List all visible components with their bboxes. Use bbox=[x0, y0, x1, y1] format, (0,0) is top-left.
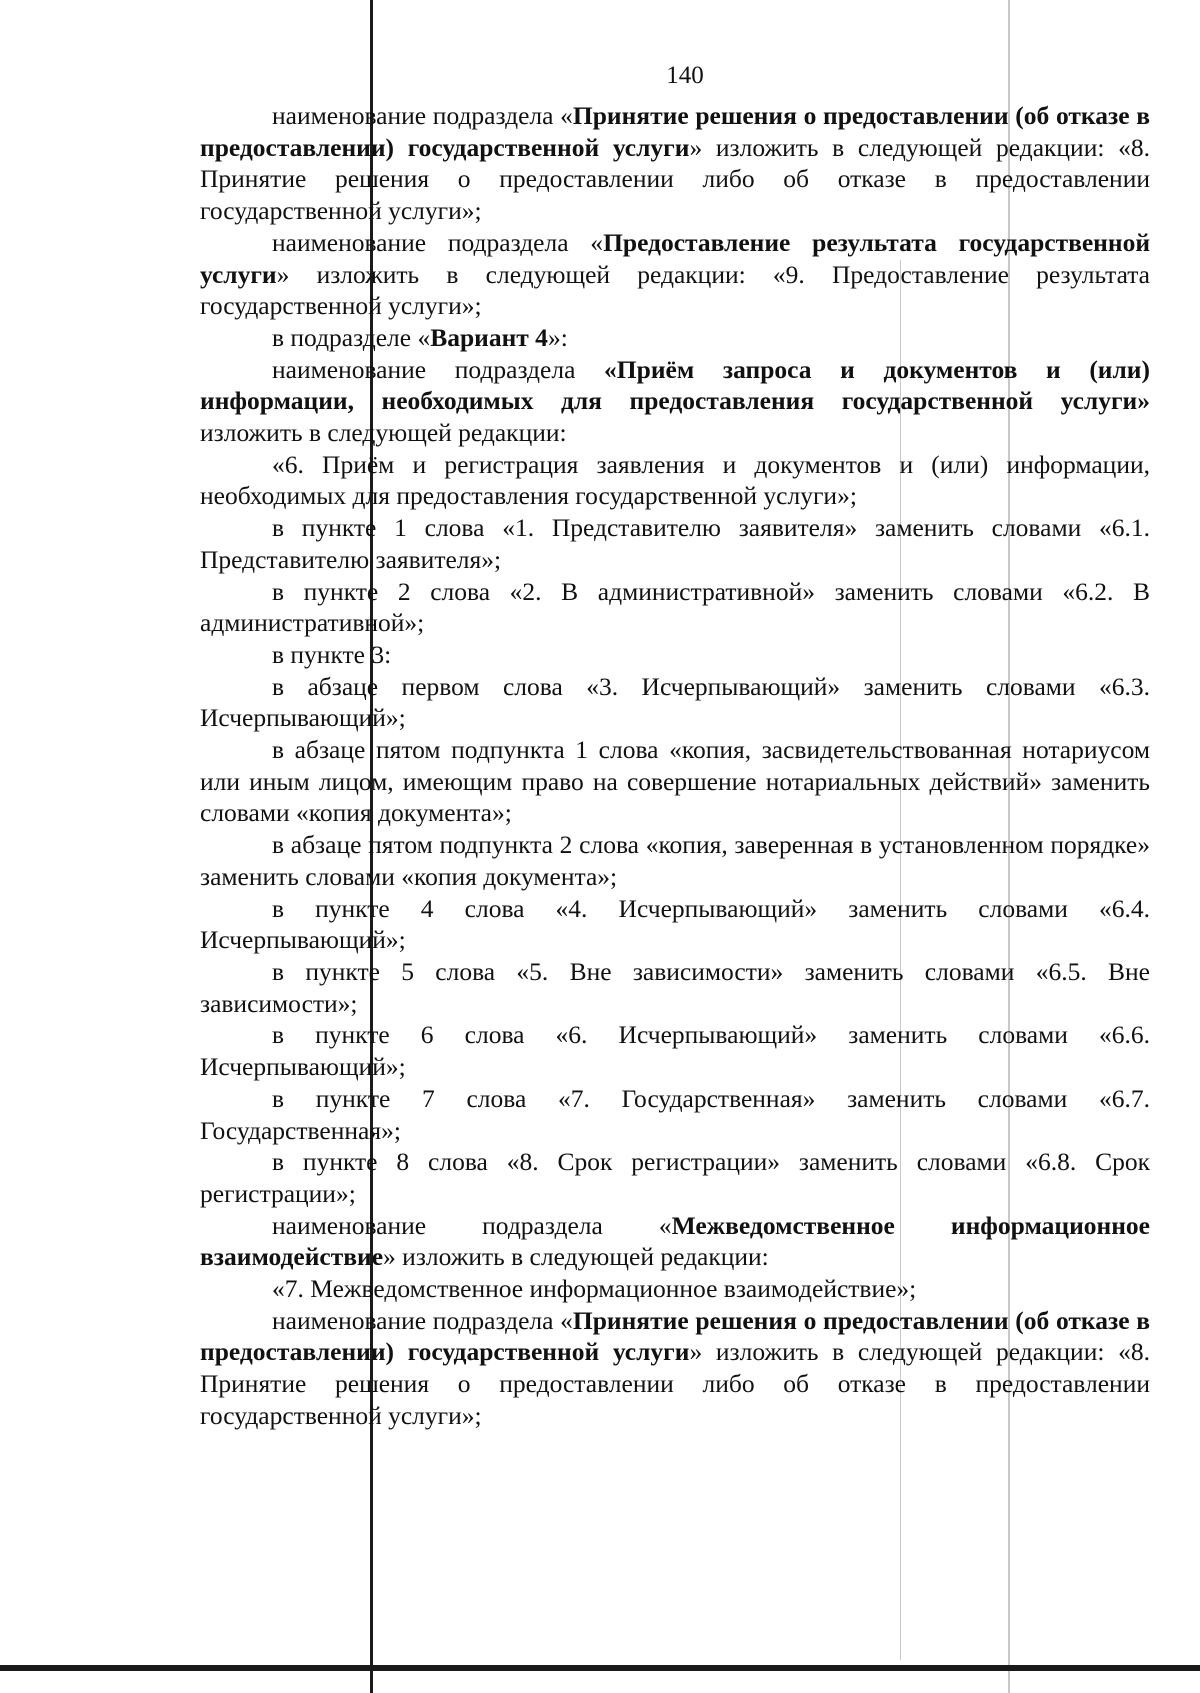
text-run: в пункте 4 слова «4. Исчерпывающий» заменить словами «6.4. Исчерпывающий»; bbox=[200, 893, 1150, 955]
paragraph bbox=[200, 1210, 1150, 1273]
text-run: «7. Межведомственное информационное взаимодействие»; bbox=[272, 1274, 917, 1304]
bold-text-run: Принятие решения о предоставлении (об отказе в предоставлении) государственной услуги bbox=[200, 1305, 1150, 1367]
paragraph bbox=[200, 576, 1150, 639]
paragraph bbox=[200, 1273, 1150, 1305]
text-run: в пункте 7 слова «7. Государственная» заменить словами «6.7. Государственная»; bbox=[200, 1083, 1150, 1145]
paragraph bbox=[200, 829, 1150, 892]
text-run: в подразделе « bbox=[272, 322, 431, 352]
paragraph bbox=[200, 322, 1150, 354]
bold-text-run: «Приём запроса и документов и (или) информации, необходимых для предоставления государственной услуги» bbox=[200, 354, 1150, 416]
text-run: в пункте 1 слова «1. Представителю заявителя» заменить словами «6.1. Представителю заявителя»; bbox=[200, 513, 1150, 574]
text-run: в пункте 2 слова «2. В административной» заменить словами «6.2. В административной»; bbox=[200, 576, 1150, 638]
text-run: »: bbox=[547, 322, 568, 352]
document-body bbox=[200, 100, 1150, 1432]
text-run: в пункте 8 слова «8. Срок регистрации» заменить словами «6.8. Срок регистрации»; bbox=[200, 1147, 1150, 1208]
paragraph bbox=[200, 1146, 1150, 1209]
paragraph bbox=[200, 100, 1150, 227]
text-run: наименование подраздела « bbox=[272, 227, 604, 257]
bold-text-run: Предоставление результата государственной услуги bbox=[200, 227, 1151, 289]
paragraph bbox=[200, 671, 1150, 734]
bold-text-run: Принятие решения о предоставлении (об отказе в предоставлении) государственной услуги bbox=[200, 101, 1150, 162]
text-run: изложить в следующей редакции: bbox=[200, 418, 567, 448]
text-run: » изложить в следующей редакции: bbox=[383, 1242, 769, 1272]
paragraph bbox=[200, 639, 1150, 671]
text-run: наименование подраздела « bbox=[272, 101, 573, 130]
text-run: наименование подраздела bbox=[272, 354, 605, 384]
text-run: в пункте 6 слова «6. Исчерпывающий» заменить словами «6.6. Исчерпывающий»; bbox=[200, 1020, 1150, 1082]
paragraph bbox=[200, 1083, 1150, 1146]
text-run: » изложить в следующей редакции: «8. Принятие решения о предоставлении либо об отказе в предоставлении государственной услуги»; bbox=[200, 1337, 1150, 1430]
bold-text-run: Межведомственное информационное взаимодействие bbox=[200, 1210, 1151, 1272]
paragraph bbox=[200, 449, 1150, 512]
paragraph bbox=[200, 956, 1150, 1019]
paragraph bbox=[200, 893, 1150, 956]
paragraph bbox=[200, 227, 1150, 322]
text-run: в абзаце пятом подпункта 1 слова «копия, засвидетельствованная нотариусом или иным лицом, имеющим право на совершение нотариальных действий» заменить словами «копия документа»; bbox=[200, 735, 1150, 828]
page-number: 140 bbox=[666, 62, 704, 89]
text-run: в пункте 3: bbox=[272, 639, 392, 669]
text-run: в абзаце первом слова «3. Исчерпывающий» заменить словами «6.3. Исчерпывающий»; bbox=[200, 671, 1150, 733]
text-run: наименование подраздела « bbox=[272, 1305, 573, 1335]
paragraph bbox=[200, 512, 1150, 575]
paragraph bbox=[200, 354, 1150, 449]
paragraph bbox=[200, 1019, 1150, 1082]
text-run: » изложить в следующей редакции: «9. Предоставление результата государственной услуги»; bbox=[200, 259, 1150, 321]
bold-text-run: Вариант 4 bbox=[430, 322, 548, 352]
text-run: в абзаце пятом подпункта 2 слова «копия, заверенная в установленном порядке» заменить словами «копия документа»; bbox=[200, 830, 1150, 891]
scan-bottom-edge bbox=[0, 1665, 1200, 1671]
paragraph bbox=[200, 734, 1150, 829]
text-run: наименование подраздела « bbox=[272, 1210, 672, 1240]
text-run: » изложить в следующей редакции: «8. Принятие решения о предоставлении либо об отказе в предоставлении государственной услуги»; bbox=[200, 132, 1150, 226]
paragraph bbox=[200, 1305, 1150, 1432]
text-run: «6. Приём и регистрация заявления и документов и (или) информации, необходимых для предоставления государственной услуги»; bbox=[200, 449, 1150, 511]
text-run: в пункте 5 слова «5. Вне зависимости» заменить словами «6.5. Вне зависимости»; bbox=[200, 956, 1150, 1018]
